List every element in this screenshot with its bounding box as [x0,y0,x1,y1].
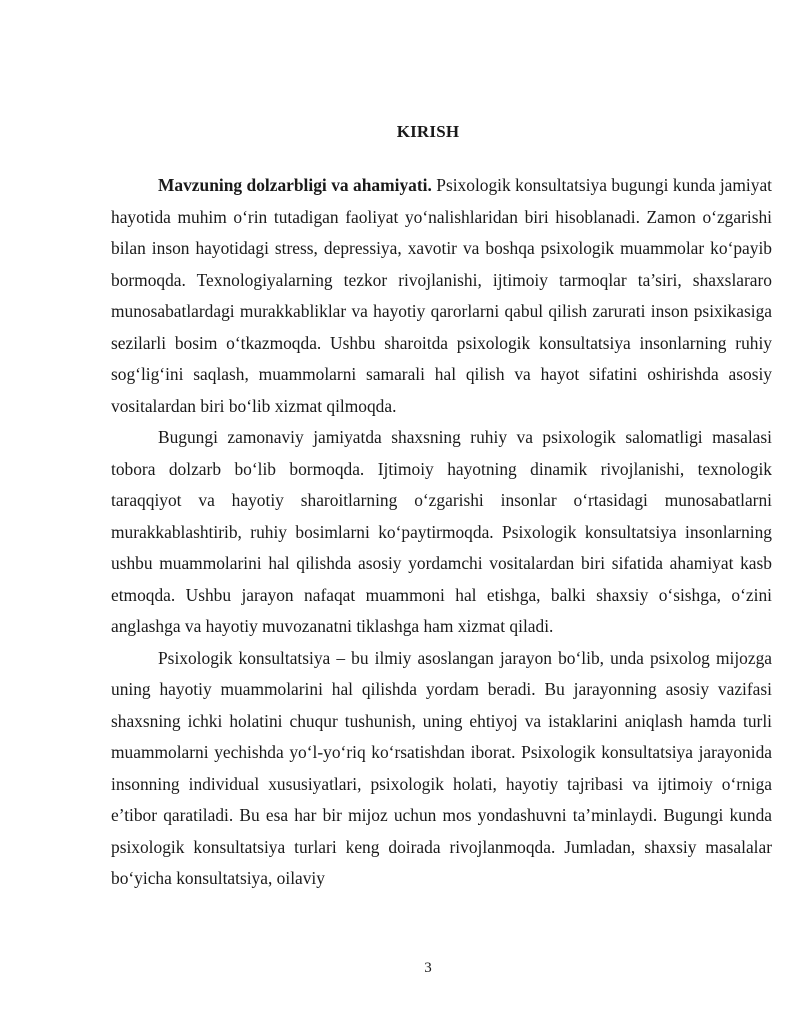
paragraph-3: Psixologik konsultatsiya – bu ilmiy asoslangan jarayon bo‘lib, unda psixolog mijozga uning hayotiy muammolarini hal qilishda yordam beradi. Bu jarayonning asosiy vazifasi shaxsning ichki holatini chuqur tushunish, uning ehtiyoj va istaklarini aniqlash hamda turli muammolarni yechishda yo‘l-yo‘riq ko‘rsatishdan iborat. Psixologik konsultatsiya jarayonida insonning individual xususiyatlari, psixologik holati, hayotiy tajribasi va ijtimoiy o‘rniga e’tibor qaratiladi. Bu esa har bir mijoz uchun mos yondashuvni ta’minlaydi. Bugungi kunda psixologik konsultatsiya turlari keng doirada rivojlanmoqda. Jumladan, shaxsiy masalalar bo‘yicha konsultatsiya, oilaviy [111,647,772,888]
paragraph-1-text: Psixologik konsultatsiya bugungi kunda jamiyat hayotida muhim o‘rin tutadigan faoliyat yo‘nalishlaridan biri hisoblanadi. Zamon o‘zgarishi bilan inson hayotidagi stress, depressiya, xavotir va boshqa psixologik muammolar ko‘payib bormoqda. Texnologiyalarning tezkor rivojlanishi, ijtimoiy tarmoqlar ta’siri, shaxslararo munosabatlardagi murakkabliklar va hayotiy qarorlarni qabul qilish zarurati inson psixikasiga sezilarli bosim o‘tkazmoqda. Ushbu sharoitda psixologik konsultatsiya insonlarning ruhiy sog‘lig‘ini saqlash, muammolarni samarali hal qilish va hayot sifatini oshirishda asosiy vositalardan biri bo‘lib xizmat qilmoqda. [111,175,773,416]
paragraph-lead-bold: Mavzuning dolzarbligi va ahamiyati. [158,175,432,195]
body-text [111,170,772,895]
paragraph-1 [111,170,772,422]
page-number: 3 [424,960,432,976]
paragraph-2: Bugungi zamonaviy jamiyatda shaxsning ruhiy va psixologik salomatligi masalasi tobora dolzarb bo‘lib bormoqda. Ijtimoiy hayotning dinamik rivojlanishi, texnologik taraqqiyot va hayotiy sharoitlarning o‘zgarishi insonlar o‘rtasidagi munosabatlarni murakkablashtirib, ruhiy bosimlarni ko‘paytirmoqda. Psixologik konsultatsiya insonlarning ushbu muammolarini hal qilishda asosiy yordamchi vositalardan biri sifatida ahamiyat kasb etmoqda. Ushbu jarayon nafaqat muammoni hal etishga, balki shaxsiy o‘sishga, o‘zini anglashga va hayotiy muvozanatni tiklashga ham xizmat qiladi. [111,427,772,636]
section-heading: KIRISH [396,122,460,141]
